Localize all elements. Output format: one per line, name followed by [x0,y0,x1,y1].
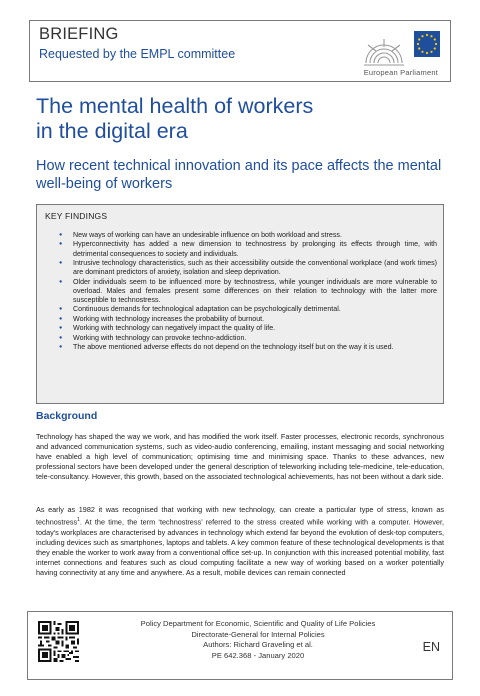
key-findings-box [36,204,444,404]
european-parliament-label: European Parliament [363,68,438,77]
key-findings-list [61,231,437,352]
background-paragraph: Technology has shaped the way we work, and has modified the work itself. Faster processes, electronic records, synchronous and advanced communication systems, such as video-audio conferencing, emailing, instant messaging and social networking have enabled a high level of communication; optimising time and minimising space. Thanks to these advances, new professional sectors have been developed under the general description of teleworking including tele-medicine, tele-education, tele-consultancy. However, this growth, based on the associated technological achievements, has not been without a dark side. [36,432,444,482]
background-heading: Background [36,410,98,422]
finding-item: ● Working with technology increases the probability of burnout. [61,315,437,324]
language-code: EN [422,640,440,654]
footer-line: Directorate-General for Internal Policies [191,629,325,639]
header-box [29,20,451,82]
paragraph-text: . At the time, the term ‘technostress’ referred to the stress created while working with a computer. However, today's workplaces are characterised by advances in technology which extend far beyond the evolution of desk-top computers, including devices such as smartphones, laptops and tablets. A key common feature of these technological developments is that they enable the worker to work away from a conventional office set-up. In conjunction with this increased potential mobility, fast internet connections and features such as cloud computing facilitate a new way of working based on a worker potentially having connectivity at any time and anywhere. As a result, mobile devices can remain connected [36,517,444,577]
paragraph-text: As early as 1982 it was recognised that working with new technology, can create a particular type of stress, known as technostress [36,505,444,527]
requested-by-label: Requested by the EMPL committee [39,47,236,61]
footer-line: PE 642.368 - January 2020 [211,650,305,660]
finding-item: ● Older individuals seem to be influenced more by technostress, while younger individuals are more vulnerable to overload. Males and females present some differences on their relation to technology with the latter more susceptible to technostress. [61,278,437,306]
footer-line: Policy Department for Economic, Scientific and Quality of Life Policies [140,619,376,628]
footnote-ref[interactable]: 1 [77,517,80,524]
document-title [36,94,436,144]
qr-code-icon [38,621,79,662]
footer-text [113,619,403,661]
title-line: in the digital era [36,119,188,143]
finding-item: ● Intrusive technology characteristics, such as their accessibility outside the conventional workplace (and work times) are dominant predictors of anxiety, isolation and sleep deprivation. [61,259,437,277]
finding-item: ● The above mentioned adverse effects do not depend on the technology itself but on the way it is used. [61,343,437,352]
background-paragraph [36,505,444,578]
finding-item: ● Continuous demands for technological adaptation can be psychologically detrimental. [61,305,437,314]
briefing-label: BRIEFING [39,25,119,43]
document-subtitle: How recent technical innovation and its pace affects the mental well-being of workers [36,158,442,192]
finding-item: ● Working with technology can negatively impact the quality of life. [61,324,437,333]
footer-box [27,611,453,680]
key-findings-heading: KEY FINDINGS [45,211,108,221]
finding-item: ● Working with technology can provoke techno-addiction. [61,334,437,343]
finding-item: ● Hyperconnectivity has added a new dimension to technostress by prolonging its effects through time, with detrimental consequences to society and individuals. [61,240,437,258]
footer-line: Authors: Richard Graveling et al. [203,640,313,650]
hemicycle-icon [364,39,404,65]
title-line: The mental health of workers [36,94,314,118]
finding-item: ● New ways of working can have an undesirable influence on both workload and stress. [61,231,437,240]
eu-flag-icon [414,31,440,57]
